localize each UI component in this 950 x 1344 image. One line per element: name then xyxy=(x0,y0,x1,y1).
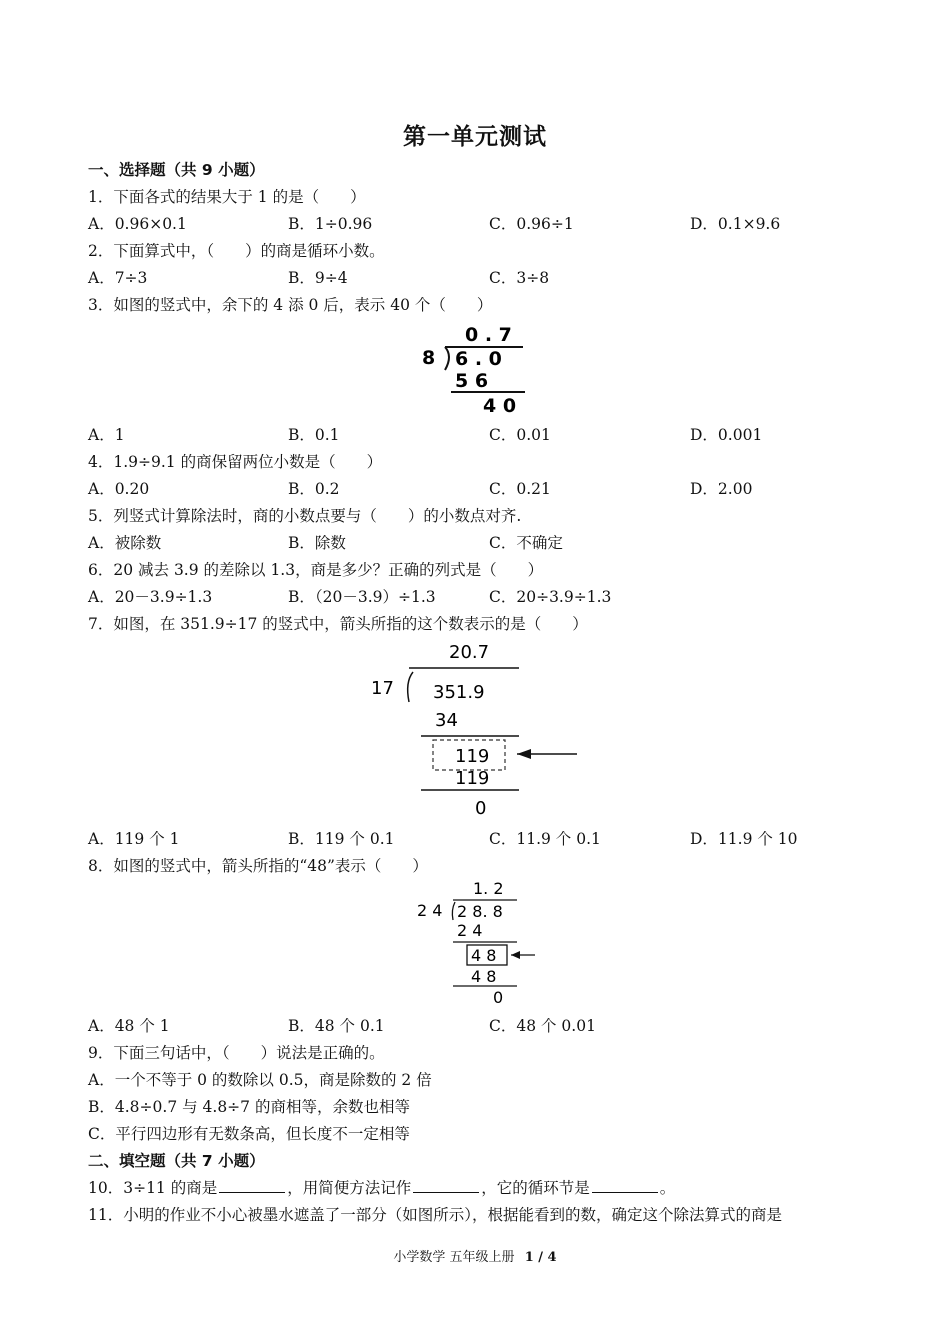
figure-7-long-division xyxy=(365,638,585,822)
fig8-quotient: 1. 2 xyxy=(473,879,504,898)
q10-blank-2[interactable] xyxy=(413,1180,479,1193)
q3-option-a: A．1 xyxy=(88,426,125,444)
fig8-divisor: 2 4 xyxy=(417,901,443,920)
q2-option-c: C．3÷8 xyxy=(489,269,550,287)
question-4-stem: 4．1.9÷9.1 的商保留两位小数是（ ） xyxy=(88,453,383,471)
fig8-step2: 4 8 xyxy=(471,967,497,986)
question-6-stem: 6．20 减去 3.9 的差除以 1.3，商是多少？正确的列式是（ ） xyxy=(88,561,544,579)
q6-option-b: B．（20－3.9）÷1.3 xyxy=(288,588,436,606)
q3-option-b: B．0.1 xyxy=(288,426,340,444)
fig8-arrow-icon xyxy=(511,951,520,959)
question-7-stem: 7．如图，在 351.9÷17 的竖式中，箭头所指的这个数表示的是（ ） xyxy=(88,615,588,633)
q4-option-d: D．2.00 xyxy=(690,480,753,498)
q10-text-3: ，它的循环节是 xyxy=(481,1179,590,1197)
q4-option-b: B．0.2 xyxy=(288,480,340,498)
question-10 xyxy=(88,1176,675,1198)
q8-option-a: A．48 个 1 xyxy=(88,1017,170,1035)
page-footer xyxy=(0,1246,950,1265)
fig7-arrow-icon xyxy=(517,749,531,759)
question-2-stem: 2．下面算式中，（ ）的商是循环小数。 xyxy=(88,242,385,260)
fig3-dividend: 6 . 0 xyxy=(455,348,502,370)
q1-option-d: D．0.1×9.6 xyxy=(690,215,781,233)
fig8-step1: 2 4 xyxy=(457,921,483,940)
q6-option-a: A．20－3.9÷1.3 xyxy=(88,588,213,606)
fig8-remainder: 0 xyxy=(493,988,504,1007)
q10-text-1: 10．3÷11 的商是 xyxy=(88,1179,218,1197)
page-number: 1 / 4 xyxy=(524,1250,557,1265)
fig7-divisor: 17 xyxy=(371,678,394,699)
q10-blank-1[interactable] xyxy=(219,1180,285,1193)
q9-option-a: A．一个不等于 0 的数除以 0.5，商是除数的 2 倍 xyxy=(88,1071,432,1089)
page-title: 第一单元测试 xyxy=(403,124,547,150)
q2-option-b: B．9÷4 xyxy=(288,269,348,287)
fig3-product: 5 6 xyxy=(455,370,489,392)
section-heading-choice: 一、选择题（共 9 小题） xyxy=(88,161,265,179)
figure-8-long-division xyxy=(415,876,545,1010)
fig7-boxed-value: 119 xyxy=(455,746,490,767)
q10-blank-3[interactable] xyxy=(592,1180,658,1193)
q9-option-c: C．平行四边形有无数条高，但长度不一定相等 xyxy=(88,1125,410,1143)
fig7-step2: 119 xyxy=(455,768,490,789)
fig3-remainder: 4 0 xyxy=(483,395,517,417)
q10-text-2: ，用简便方法记作 xyxy=(287,1179,412,1197)
q3-option-d: D．0.001 xyxy=(690,426,763,444)
fig7-remainder: 0 xyxy=(475,798,487,819)
q7-option-d: D．11.9 个 10 xyxy=(690,830,798,848)
question-9-stem: 9．下面三句话中，（ ）说法是正确的。 xyxy=(88,1044,385,1062)
figure-3-long-division xyxy=(415,320,535,418)
q5-option-a: A．被除数 xyxy=(88,534,162,552)
question-11-stem: 11．小明的作业不小心被墨水遮盖了一部分（如图所示），根据能看到的数，确定这个除法算式的商是 xyxy=(88,1206,782,1224)
fig7-step1: 34 xyxy=(435,710,458,731)
q8-option-b: B．48 个 0.1 xyxy=(288,1017,385,1035)
q5-option-c: C．不确定 xyxy=(489,534,563,552)
q4-option-a: A．0.20 xyxy=(88,480,150,498)
q5-option-b: B．除数 xyxy=(288,534,346,552)
q9-option-b: B．4.8÷0.7 与 4.8÷7 的商相等，余数也相等 xyxy=(88,1098,410,1116)
footer-text: 小学数学 五年级上册 xyxy=(393,1250,515,1265)
section-heading-fill-in: 二、填空题（共 7 小题） xyxy=(88,1152,265,1170)
q3-option-c: C．0.01 xyxy=(489,426,551,444)
fig8-dividend: 2 8. 8 xyxy=(457,902,503,921)
q10-text-4: 。 xyxy=(659,1179,676,1197)
q7-option-a: A．119 个 1 xyxy=(88,830,180,848)
question-8-stem: 8．如图的竖式中，箭头所指的“48”表示（ ） xyxy=(88,857,428,875)
q8-option-c: C．48 个 0.01 xyxy=(489,1017,596,1035)
question-5-stem: 5．列竖式计算除法时，商的小数点要与（ ）的小数点对齐. xyxy=(88,507,522,525)
q1-option-c: C．0.96÷1 xyxy=(489,215,574,233)
fig3-divisor: 8 xyxy=(422,347,436,369)
q1-option-b: B．1÷0.96 xyxy=(288,215,373,233)
q4-option-c: C．0.21 xyxy=(489,480,551,498)
q6-option-c: C．20÷3.9÷1.3 xyxy=(489,588,612,606)
question-3-stem: 3．如图的竖式中，余下的 4 添 0 后，表示 40 个（ ） xyxy=(88,296,493,314)
q1-option-a: A．0.96×0.1 xyxy=(88,215,187,233)
fig8-boxed-value: 4 8 xyxy=(471,946,497,965)
fig7-quotient: 20.7 xyxy=(449,642,490,663)
fig7-dividend: 351.9 xyxy=(433,682,485,703)
fig3-quotient: 0 . 7 xyxy=(465,324,512,346)
q2-option-a: A．7÷3 xyxy=(88,269,148,287)
q7-option-c: C．11.9 个 0.1 xyxy=(489,830,601,848)
q7-option-b: B．119 个 0.1 xyxy=(288,830,395,848)
question-1-stem: 1．下面各式的结果大于 1 的是（ ） xyxy=(88,188,366,206)
